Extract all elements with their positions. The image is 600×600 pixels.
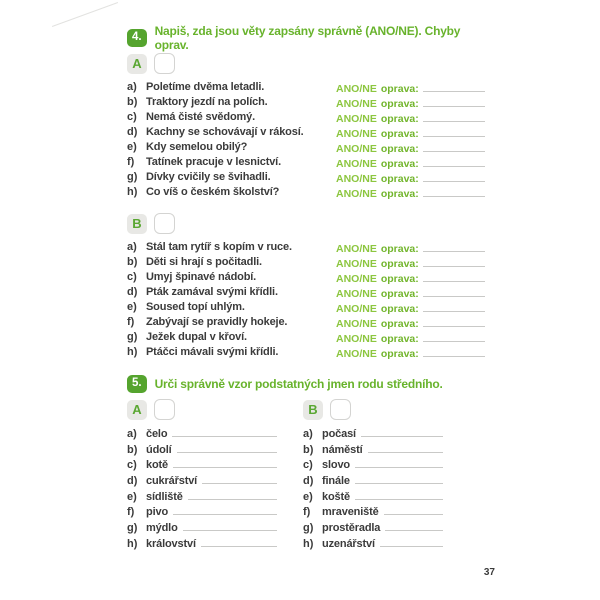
word-text: uzenářství bbox=[322, 537, 375, 550]
word-text: království bbox=[146, 537, 196, 550]
answer-line[interactable] bbox=[423, 96, 485, 107]
ano-ne-label: ANO/NE bbox=[336, 158, 377, 170]
sentence-text: Nemá čisté svědomý. bbox=[146, 111, 256, 123]
answer-line[interactable] bbox=[355, 474, 443, 484]
word-item bbox=[303, 537, 443, 553]
word-item bbox=[127, 427, 277, 443]
answer-area bbox=[336, 346, 485, 361]
section-b-sentence-list bbox=[127, 241, 489, 361]
oprava-label: oprava: bbox=[380, 288, 419, 300]
column-b-checkbox[interactable] bbox=[330, 399, 351, 420]
answer-area bbox=[336, 111, 485, 126]
ano-ne-label: ANO/NE bbox=[336, 173, 377, 185]
answer-area bbox=[336, 171, 485, 186]
item-letter: f) bbox=[303, 506, 311, 519]
answer-line[interactable] bbox=[177, 443, 277, 453]
answer-line[interactable] bbox=[380, 537, 443, 547]
answer-line[interactable] bbox=[423, 186, 485, 197]
item-letter: c) bbox=[303, 459, 313, 472]
answer-area bbox=[336, 241, 485, 256]
item-letter: d) bbox=[127, 475, 138, 488]
sentence-row bbox=[127, 156, 489, 171]
item-letter: h) bbox=[127, 346, 138, 358]
exercise-5-title: Urči správně vzor podstatných jmen rodu středního. bbox=[154, 377, 443, 391]
answer-area bbox=[336, 301, 485, 316]
sentence-text: Co víš o českém školství? bbox=[146, 186, 280, 198]
answer-area bbox=[336, 186, 485, 201]
ano-ne-label: ANO/NE bbox=[336, 83, 377, 95]
ano-ne-label: ANO/NE bbox=[336, 258, 377, 270]
answer-line[interactable] bbox=[188, 490, 277, 500]
word-item bbox=[127, 458, 277, 474]
item-letter: g) bbox=[127, 331, 138, 343]
answer-line[interactable] bbox=[423, 81, 485, 92]
sentence-text: Dívky cvičily se švihadli. bbox=[146, 171, 271, 183]
item-letter: a) bbox=[127, 81, 137, 93]
item-letter: b) bbox=[303, 443, 314, 456]
answer-area bbox=[336, 141, 485, 156]
sentence-row bbox=[127, 286, 489, 301]
answer-line[interactable] bbox=[368, 443, 443, 453]
sentence-row bbox=[127, 241, 489, 256]
oprava-label: oprava: bbox=[380, 98, 419, 110]
item-letter: d) bbox=[303, 475, 314, 488]
oprava-label: oprava: bbox=[380, 303, 419, 315]
word-item bbox=[127, 474, 277, 490]
sentence-row bbox=[127, 301, 489, 316]
page-content bbox=[127, 24, 489, 553]
oprava-label: oprava: bbox=[380, 348, 419, 360]
sentence-row bbox=[127, 346, 489, 361]
word-text: mýdlo bbox=[146, 522, 178, 535]
word-text: slovo bbox=[322, 459, 350, 472]
sentence-row bbox=[127, 316, 489, 331]
item-letter: f) bbox=[127, 156, 135, 168]
exercise-4-section-b bbox=[127, 212, 489, 361]
word-item bbox=[127, 505, 277, 521]
sentence-row bbox=[127, 81, 489, 96]
word-text: sídliště bbox=[146, 490, 183, 503]
page-corner-line bbox=[52, 2, 118, 27]
sentence-row bbox=[127, 96, 489, 111]
word-item bbox=[303, 474, 443, 490]
ano-ne-label: ANO/NE bbox=[336, 113, 377, 125]
answer-line[interactable] bbox=[423, 301, 485, 312]
page-number: 37 bbox=[483, 567, 495, 578]
item-letter: a) bbox=[127, 241, 137, 253]
answer-line[interactable] bbox=[423, 111, 485, 122]
answer-line[interactable] bbox=[423, 156, 485, 167]
sentence-row bbox=[127, 186, 489, 201]
section-a-checkbox[interactable] bbox=[154, 53, 175, 74]
answer-area bbox=[336, 96, 485, 111]
answer-area bbox=[336, 81, 485, 96]
oprava-label: oprava: bbox=[380, 83, 419, 95]
sentence-text: Stál tam rytíř s kopím v ruce. bbox=[146, 241, 292, 253]
item-letter: h) bbox=[303, 537, 314, 550]
sentence-row bbox=[127, 171, 489, 186]
oprava-label: oprava: bbox=[380, 318, 419, 330]
column-b-badge: B bbox=[303, 400, 323, 420]
column-a-checkbox[interactable] bbox=[154, 399, 175, 420]
oprava-label: oprava: bbox=[380, 243, 419, 255]
word-item bbox=[127, 521, 277, 537]
word-text: náměstí bbox=[322, 443, 363, 456]
sentence-text: Kdy semelou obilý? bbox=[146, 141, 248, 153]
item-letter: e) bbox=[127, 490, 137, 503]
item-letter: h) bbox=[127, 537, 138, 550]
word-text: počasí bbox=[322, 428, 356, 440]
item-letter: b) bbox=[127, 256, 138, 268]
exercise-4-section-a bbox=[127, 52, 489, 201]
item-letter: e) bbox=[127, 141, 137, 153]
ano-ne-label: ANO/NE bbox=[336, 273, 377, 285]
word-item bbox=[127, 443, 277, 459]
answer-line[interactable] bbox=[423, 331, 485, 342]
answer-line[interactable] bbox=[173, 458, 277, 468]
answer-line[interactable] bbox=[385, 521, 443, 531]
answer-line[interactable] bbox=[201, 537, 277, 547]
sentence-text: Děti si hrají s počitadli. bbox=[146, 256, 262, 268]
word-item bbox=[303, 521, 443, 537]
answer-line[interactable] bbox=[423, 316, 485, 327]
exercise-5 bbox=[127, 374, 489, 553]
word-item bbox=[127, 490, 277, 506]
sentence-text: Ježek dupal v křoví. bbox=[146, 331, 247, 343]
ano-ne-label: ANO/NE bbox=[336, 243, 377, 255]
ano-ne-label: ANO/NE bbox=[336, 98, 377, 110]
exercise-4-number-badge: 4. bbox=[127, 29, 147, 47]
answer-line[interactable] bbox=[355, 490, 443, 500]
ano-ne-label: ANO/NE bbox=[336, 288, 377, 300]
exercise-5-columns bbox=[127, 394, 489, 553]
ano-ne-label: ANO/NE bbox=[336, 188, 377, 200]
answer-area bbox=[336, 126, 485, 141]
sentence-row bbox=[127, 256, 489, 271]
word-item bbox=[303, 443, 443, 459]
sentence-text: Soused topí uhlým. bbox=[146, 301, 245, 313]
word-item bbox=[303, 458, 443, 474]
oprava-label: oprava: bbox=[380, 128, 419, 140]
ano-ne-label: ANO/NE bbox=[336, 333, 377, 345]
answer-line[interactable] bbox=[423, 126, 485, 137]
exercise-5-column-a bbox=[127, 394, 303, 553]
word-item bbox=[303, 490, 443, 506]
oprava-label: oprava: bbox=[380, 143, 419, 155]
answer-line[interactable] bbox=[423, 346, 485, 357]
answer-line[interactable] bbox=[423, 256, 485, 267]
sentence-text: Tatínek pracuje v lesnictví. bbox=[146, 156, 281, 168]
sentence-text: Traktory jezdí na polích. bbox=[146, 96, 268, 108]
answer-line[interactable] bbox=[361, 427, 443, 437]
exercise-4 bbox=[127, 24, 489, 361]
item-letter: d) bbox=[127, 126, 138, 138]
oprava-label: oprava: bbox=[380, 258, 419, 270]
item-letter: b) bbox=[127, 96, 138, 108]
word-text: finále bbox=[322, 475, 350, 488]
section-a-head bbox=[127, 52, 489, 75]
answer-line[interactable] bbox=[384, 505, 443, 515]
item-letter: e) bbox=[127, 301, 137, 313]
word-text: údolí bbox=[146, 443, 172, 456]
ano-ne-label: ANO/NE bbox=[336, 318, 377, 330]
answer-line[interactable] bbox=[172, 427, 277, 437]
exercise-5-header bbox=[127, 374, 489, 394]
item-letter: f) bbox=[127, 316, 135, 328]
answer-line[interactable] bbox=[423, 141, 485, 152]
word-item bbox=[303, 427, 443, 443]
section-b-checkbox[interactable] bbox=[154, 213, 175, 234]
ano-ne-label: ANO/NE bbox=[336, 128, 377, 140]
oprava-label: oprava: bbox=[380, 158, 419, 170]
answer-area bbox=[336, 331, 485, 346]
column-a-badge: A bbox=[127, 400, 147, 420]
word-item bbox=[303, 505, 443, 521]
item-letter: d) bbox=[127, 286, 138, 298]
sentence-text: Kachny se schovávají v rákosí. bbox=[146, 126, 304, 138]
oprava-label: oprava: bbox=[380, 188, 419, 200]
word-text: pivo bbox=[146, 506, 169, 519]
item-letter: e) bbox=[303, 490, 313, 503]
ano-ne-label: ANO/NE bbox=[336, 303, 377, 315]
answer-area bbox=[336, 271, 485, 286]
answer-line[interactable] bbox=[183, 521, 277, 531]
item-letter: g) bbox=[127, 171, 138, 183]
sentence-text: Pták zamával svými křídli. bbox=[146, 286, 278, 298]
answer-line[interactable] bbox=[355, 458, 443, 468]
word-item bbox=[127, 537, 277, 553]
answer-area bbox=[336, 156, 485, 171]
oprava-label: oprava: bbox=[380, 113, 419, 125]
answer-line[interactable] bbox=[173, 505, 277, 515]
exercise-4-header bbox=[127, 24, 489, 52]
answer-area bbox=[336, 256, 485, 271]
item-letter: c) bbox=[127, 271, 137, 283]
item-letter: g) bbox=[127, 522, 138, 535]
sentence-text: Poletíme dvěma letadli. bbox=[146, 81, 265, 93]
column-b-head bbox=[303, 398, 463, 421]
word-text: prostěradla bbox=[322, 522, 381, 535]
section-a-sentence-list bbox=[127, 81, 489, 201]
word-text: mraveniště bbox=[322, 506, 379, 519]
column-a-word-list bbox=[127, 427, 303, 553]
section-b-badge: B bbox=[127, 214, 147, 234]
sentence-text: Umyj špinavé nádobí. bbox=[146, 271, 257, 283]
answer-line[interactable] bbox=[202, 474, 277, 484]
ano-ne-label: ANO/NE bbox=[336, 143, 377, 155]
column-a-head bbox=[127, 398, 303, 421]
exercise-4-title: Napiš, zda jsou věty zapsány správně (ANO/NE). Chyby oprav. bbox=[154, 24, 461, 52]
sentence-row bbox=[127, 126, 489, 141]
column-b-word-list bbox=[303, 427, 463, 553]
section-a-badge: A bbox=[127, 54, 147, 74]
item-letter: g) bbox=[303, 522, 314, 535]
ano-ne-label: ANO/NE bbox=[336, 348, 377, 360]
sentence-row bbox=[127, 141, 489, 156]
answer-line[interactable] bbox=[423, 241, 485, 252]
sentence-row bbox=[127, 331, 489, 346]
answer-area bbox=[336, 286, 485, 301]
answer-line[interactable] bbox=[423, 171, 485, 182]
oprava-label: oprava: bbox=[380, 333, 419, 345]
sentence-text: Zabývají se pravidly hokeje. bbox=[146, 316, 288, 328]
item-letter: b) bbox=[127, 443, 138, 456]
answer-line[interactable] bbox=[423, 271, 485, 282]
word-text: čelo bbox=[146, 428, 168, 440]
exercise-5-column-b bbox=[303, 394, 463, 553]
item-letter: h) bbox=[127, 186, 138, 198]
word-text: koště bbox=[322, 490, 350, 503]
word-text: kotě bbox=[146, 459, 169, 472]
answer-line[interactable] bbox=[423, 286, 485, 297]
word-text: cukrářství bbox=[146, 475, 198, 488]
answer-area bbox=[336, 316, 485, 331]
oprava-label: oprava: bbox=[380, 173, 419, 185]
item-letter: a) bbox=[303, 428, 313, 440]
item-letter: c) bbox=[127, 111, 137, 123]
sentence-text: Ptáčci mávali svými křídli. bbox=[146, 346, 279, 358]
item-letter: c) bbox=[127, 459, 137, 472]
exercise-5-number-badge: 5. bbox=[127, 375, 147, 393]
item-letter: a) bbox=[127, 428, 137, 440]
oprava-label: oprava: bbox=[380, 273, 419, 285]
sentence-row bbox=[127, 271, 489, 286]
item-letter: f) bbox=[127, 506, 135, 519]
sentence-row bbox=[127, 111, 489, 126]
section-b-head bbox=[127, 212, 489, 235]
